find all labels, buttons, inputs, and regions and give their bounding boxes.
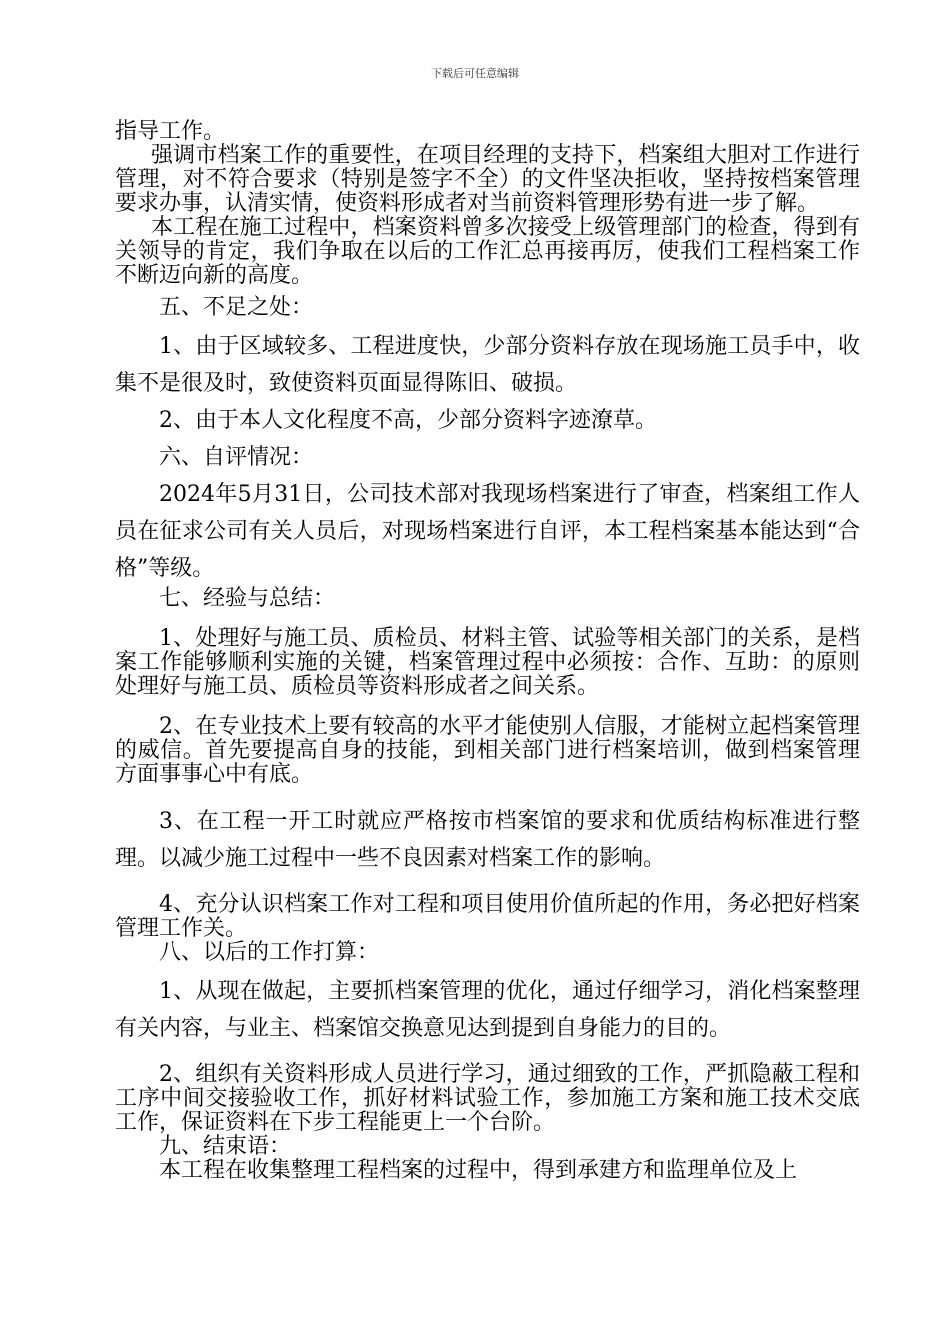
paragraph-guidance: 指导工作。 (115, 119, 226, 144)
paragraph-emphasis: 强调市档案工作的重要性，在项目经理的支持下，档案组大胆对工作进行管理，对不符合要求（特别是签字不全）的文件坚决拒收，坚持按档案管理要求办事，认清实情，使资料形成者对当前资料管理形势有进一步了解。 (115, 143, 860, 216)
paragraph-inspection: 本工程在施工过程中，档案资料曾多次接受上级管理部门的检查，得到有关领导的肯定，我们争取在以后的工作汇总再接再厉，使我们工程档案工作不断迈向新的高度。 (115, 215, 860, 288)
section-heading-experience: 七、经验与总结： (159, 586, 336, 611)
paragraph-experience-4: 4、充分认识档案工作对工程和项目使用价值所起的作用，务必把好档案管理工作关。 (115, 892, 860, 941)
paragraph-experience-1: 1、处理好与施工员、质检员、材料主管、试验等相关部门的关系，是档案工作能够顺利实施的关键，档案管理过程中必须按：合作、互助：的原则处理好与施工员、质检员等资料形成者之间关系。 (115, 626, 860, 699)
paragraph-shortcoming-1: 1、由于区域较多、工程进度快，少部分资料存放在现场施工员手中，收集不是很及时，致使资料页面显得陈旧、破损。 (115, 334, 860, 396)
paragraph-shortcoming-2: 2、由于本人文化程度不高，少部分资料字迹潦草。 (159, 408, 657, 433)
paragraph-plan-1: 1、从现在做起，主要抓档案管理的优化，通过仔细学习，消化档案整理有关内容，与业主、档案馆交换意见达到提到自身能力的目的。 (115, 979, 860, 1041)
paragraph-experience-3: 3、在工程一开工时就应严格按市档案馆的要求和优质结构标准进行整理。以减少施工过程中一些不良因素对档案工作的影响。 (115, 809, 860, 871)
document-body (115, 120, 860, 1183)
section-heading-self-evaluation: 六、自评情况： (159, 445, 314, 470)
paragraph-experience-2: 2、在专业技术上要有较高的水平才能使别人信服，才能树立起档案管理的威信。首先要提高自身的技能，到相关部门进行档案培训，做到档案管理方面事事心中有底。 (115, 714, 860, 787)
paragraph-conclusion: 本工程在收集整理工程档案的过程中，得到承建方和监理单位及上 (159, 1158, 798, 1183)
section-heading-future-plans: 八、以后的工作打算： (159, 940, 380, 965)
paragraph-plan-2: 2、组织有关资料形成人员进行学习，通过细致的工作，严抓隐蔽工程和工序中间交接验收工作，抓好材料试验工作，参加施工方案和施工技术交底工作，保证资料在下步工程能更上一个台阶。 (115, 1062, 860, 1135)
paragraph-self-evaluation: 2024年5月31日，公司技术部对我现场档案进行了审查，档案组工作人员在征求公司有关人员后，对现场档案进行自评，本工程档案基本能达到“合格”等级。 (115, 482, 860, 581)
section-heading-shortcomings: 五、不足之处： (159, 295, 314, 320)
page-header: 下载后可任意编辑 (431, 67, 519, 80)
section-heading-conclusion: 九、结束语： (159, 1134, 292, 1159)
